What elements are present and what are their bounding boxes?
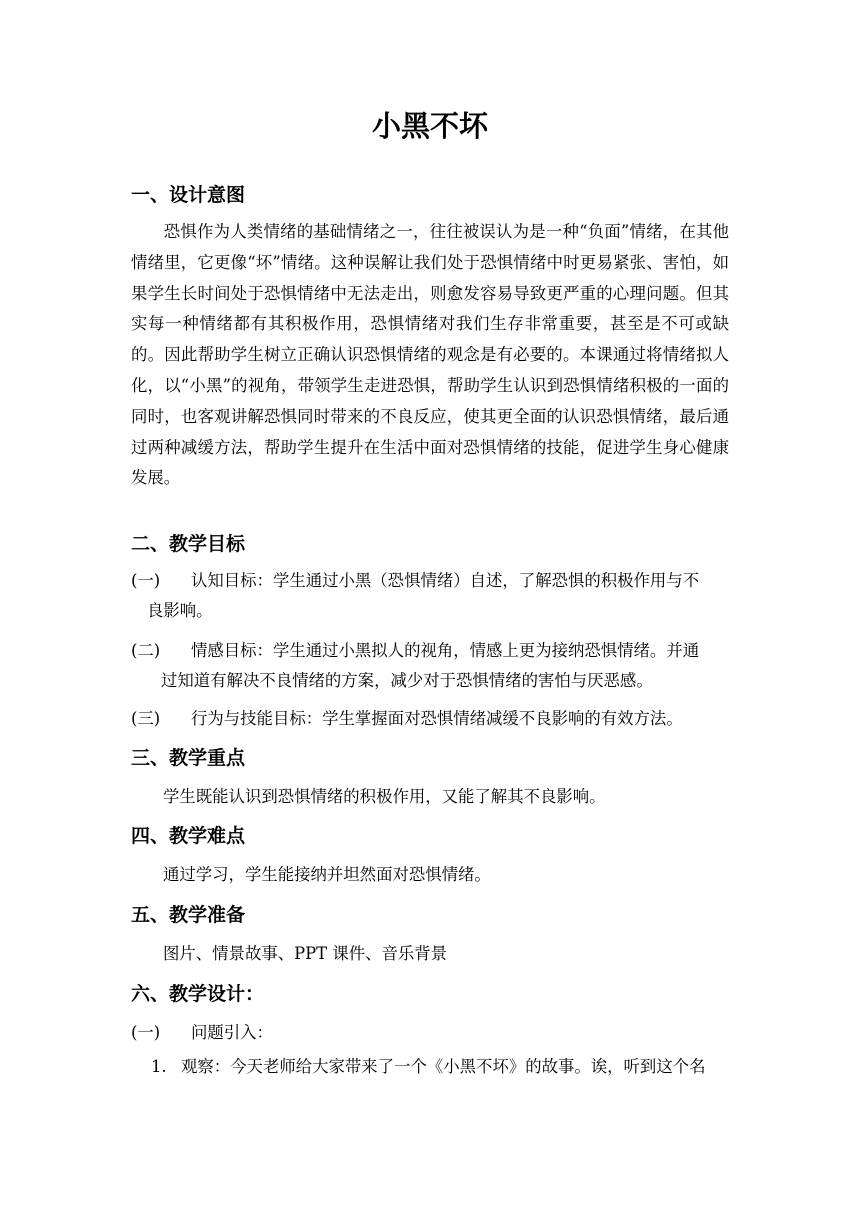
design-item-2 xyxy=(151,1052,729,1082)
design-item-number: (一) xyxy=(131,1023,161,1042)
design-item-text: 观察：今天老师给大家带来了一个《小黑不坏》的故事。诶，听到这个名 xyxy=(181,1057,706,1076)
design-intent-paragraph: 恐惧作为人类情绪的基础情绪之一，往往被误认为是一种“负面”情绪，在其他情绪里，它更像“坏”情绪。这种误解让我们处于恐惧情绪中时更易紧张、害怕，如果学生长时间处于恐惧情绪中无法走出，则愈发容易导致更严重的心理问题。但其实每一种情绪都有其积极作用，恐惧情绪对我们生存非常重要，甚至是不可或缺的。因此帮助学生树立正确认识恐惧情绪的观念是有必要的。本课通过将情绪拟人化，以“小黑”的视角，带领学生走进恐惧，帮助学生认识到恐惧情绪积极的一面的同时，也客观讲解恐惧同时带来的不良反应，使其更全面的认识恐惧情绪，最后通过两种减缓方法，帮助学生提升在生活中面对恐惧情绪的技能，促进学生身心健康发展。 xyxy=(131,222,729,488)
goal-item-2 xyxy=(131,636,729,696)
section-heading-preparation: 五、教学准备 xyxy=(131,904,246,926)
goal-item-text: 行为与技能目标：学生掌握面对恐惧情绪减缓不良影响的有效方法。 xyxy=(191,709,683,728)
goal-item-text-continued: 过知道有解决不良情绪的方案，减少对于恐惧情绪的害怕与厌恶感。 xyxy=(161,671,653,690)
section-heading-design-intent: 一、设计意图 xyxy=(131,184,246,206)
goal-item-number: (一) xyxy=(131,571,161,590)
goal-item-text: 认知目标：学生通过小黑（恐惧情绪）自述，了解恐惧的积极作用与不 xyxy=(191,571,700,590)
difficulties-text: 通过学习，学生能接纳并坦然面对恐惧情绪。 xyxy=(163,865,491,884)
goal-item-number: (三) xyxy=(131,709,161,728)
goal-item-3 xyxy=(131,704,729,734)
goal-item-1 xyxy=(131,566,729,626)
design-item-1 xyxy=(131,1018,729,1048)
goal-item-text-continued: 良影响。 xyxy=(147,601,213,620)
section-heading-teaching-goals: 二、教学目标 xyxy=(131,533,246,555)
goal-item-text: 情感目标：学生通过小黑拟人的视角，情感上更为接纳恐惧情绪。并通 xyxy=(191,641,700,660)
section-heading-teaching-design: 六、教学设计： xyxy=(131,983,265,1005)
section-heading-key-points: 三、教学重点 xyxy=(131,747,246,769)
preparation-text: 图片、情景故事、PPT 课件、音乐背景 xyxy=(163,944,448,963)
section-heading-difficulties: 四、教学难点 xyxy=(131,825,246,847)
design-item-number: 1. xyxy=(151,1057,167,1076)
design-item-text: 问题引入： xyxy=(191,1023,273,1042)
key-points-text: 学生既能认识到恐惧情绪的积极作用，又能了解其不良影响。 xyxy=(163,787,606,806)
goal-item-number: (二) xyxy=(131,641,161,660)
document-title: 小黑不坏 xyxy=(371,109,488,143)
